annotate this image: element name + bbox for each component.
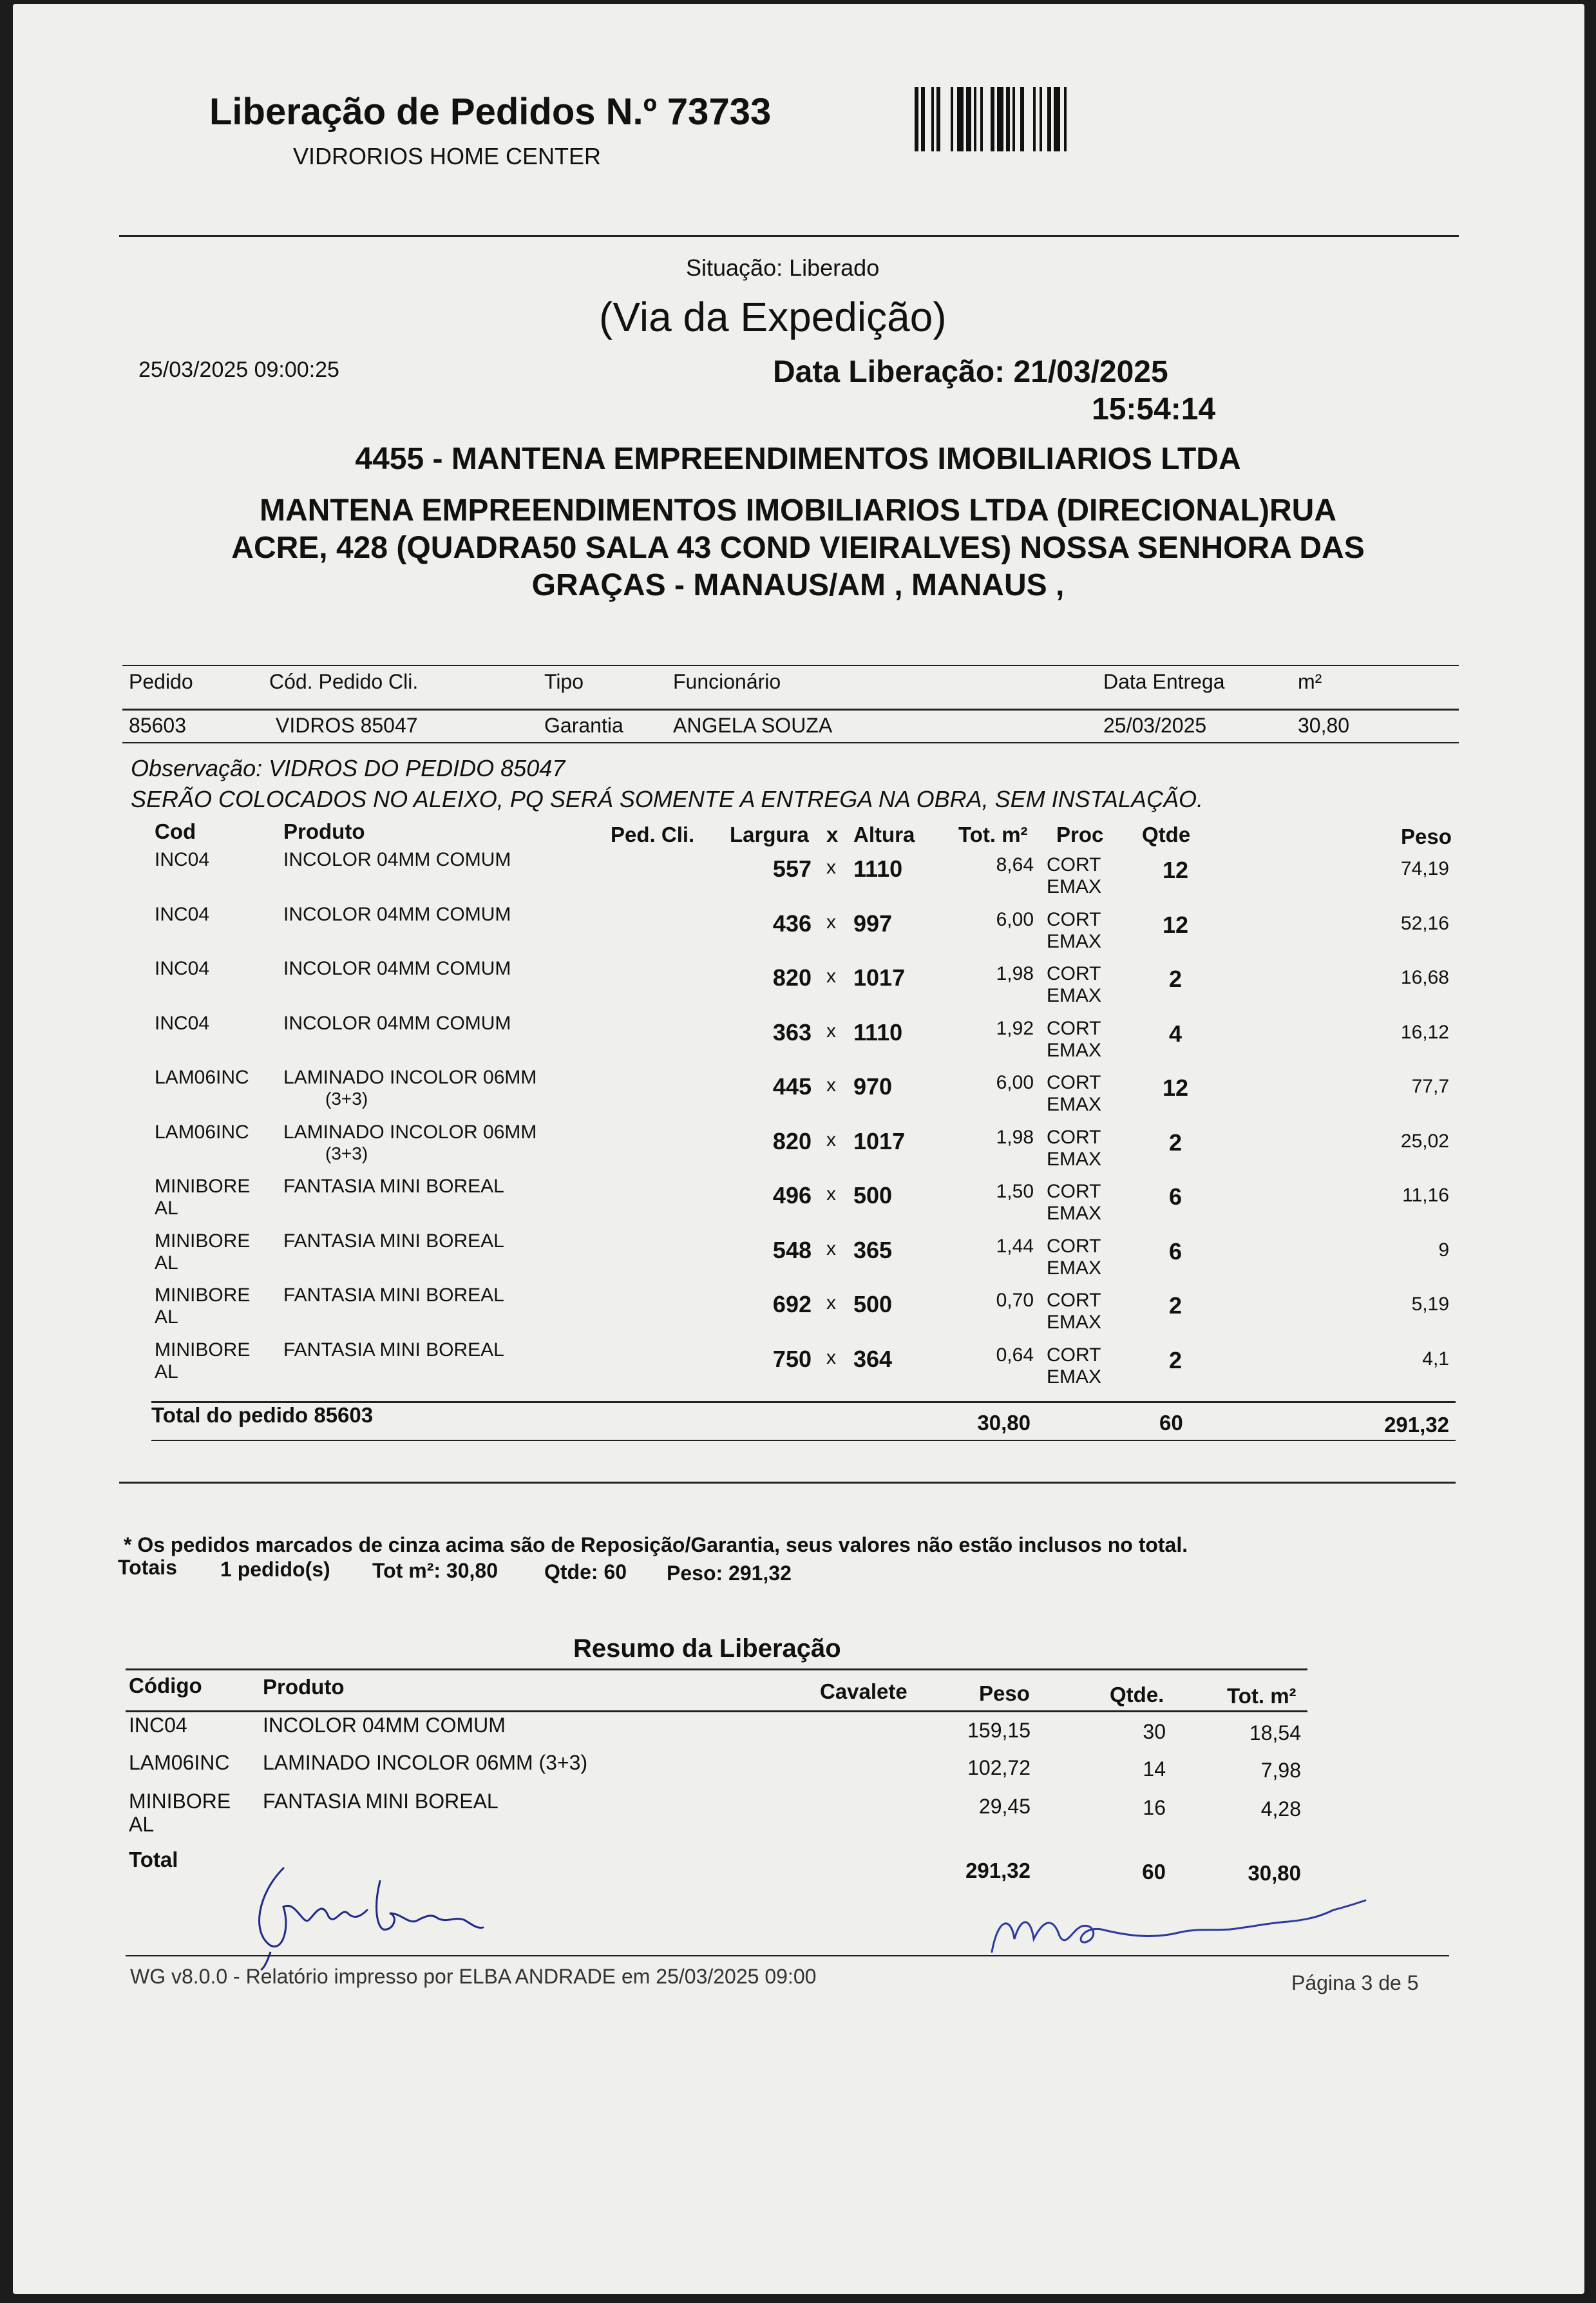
item-cod: MINIBORE	[155, 1176, 251, 1197]
item-x: x	[826, 1347, 836, 1368]
item-x: x	[826, 912, 836, 933]
release-date: Data Liberação: 21/03/2025	[773, 355, 1168, 389]
summary-header-qtde: Qtde.	[1110, 1683, 1164, 1706]
item-x: x	[826, 966, 836, 987]
item-peso: 11,16	[1402, 1185, 1449, 1206]
item-qtde: 2	[1168, 1292, 1183, 1319]
totais-pedidos: 1 pedido(s)	[220, 1558, 330, 1581]
item-tot-m2: 6,00	[996, 1072, 1034, 1093]
summary-tot-m2: 4,28	[1260, 1797, 1301, 1820]
signature-right	[985, 1891, 1385, 1962]
item-produto: FANTASIA MINI BOREAL	[283, 1230, 504, 1252]
item-tot-m2: 1,44	[996, 1236, 1034, 1257]
item-proc-cont: EMAX	[1047, 876, 1102, 897]
item-peso: 16,68	[1400, 967, 1449, 988]
item-proc: CORT	[1047, 1236, 1101, 1257]
summary-tot-m2: 7,98	[1260, 1759, 1301, 1782]
item-produto: INCOLOR 04MM COMUM	[283, 1013, 511, 1034]
item-produto: FANTASIA MINI BOREAL	[283, 1285, 504, 1306]
item-cod: INC04	[155, 904, 210, 925]
item-proc-cont: EMAX	[1047, 1149, 1102, 1170]
item-x: x	[826, 1129, 836, 1151]
item-peso: 16,12	[1400, 1022, 1449, 1043]
item-largura: 692	[772, 1291, 812, 1317]
item-proc: CORT	[1047, 1290, 1101, 1311]
item-proc-cont: EMAX	[1047, 1312, 1102, 1333]
item-tot-m2: 1,50	[996, 1181, 1034, 1202]
item-proc: CORT	[1047, 1072, 1101, 1093]
item-largura: 820	[772, 1128, 812, 1154]
order-data-entrega: 25/03/2025	[1103, 714, 1207, 737]
item-proc: CORT	[1047, 1344, 1101, 1366]
items-header-x: x	[826, 823, 839, 846]
divider	[119, 235, 1459, 237]
item-largura: 363	[772, 1019, 812, 1046]
footer-page: Página 3 de 5	[1291, 1971, 1419, 1994]
item-cod: LAM06INC	[155, 1122, 249, 1143]
items-header-ped-cli: Ped. Cli.	[611, 823, 695, 846]
item-tot-m2: 6,00	[996, 909, 1034, 930]
print-datetime: 25/03/2025 09:00:25	[138, 358, 339, 382]
item-proc-cont: EMAX	[1047, 1040, 1102, 1061]
signature-left	[245, 1855, 580, 1971]
summary-header-peso: Peso	[979, 1681, 1030, 1705]
totais-m2: Tot m²: 30,80	[372, 1559, 498, 1582]
observation-line2: SERÃO COLOCADOS NO ALEIXO, PQ SERÁ SOMENTE A ENTREGA NA OBRA, SEM INSTALAÇÃO.	[131, 786, 1204, 812]
items-header-peso: Peso	[1401, 825, 1452, 848]
summary-header-produto: Produto	[263, 1675, 345, 1699]
summary-header-tot-m2: Tot. m²	[1227, 1684, 1297, 1708]
items-total-m2: 30,80	[977, 1411, 1031, 1435]
item-qtde: 12	[1162, 1075, 1189, 1101]
item-largura: 820	[772, 964, 812, 991]
item-peso: 25,02	[1400, 1131, 1449, 1152]
item-x: x	[826, 1238, 836, 1259]
summary-qtde: 30	[1143, 1720, 1166, 1743]
item-altura: 365	[853, 1237, 893, 1263]
client-address-line3: GRAÇAS - MANAUS/AM , MANAUS ,	[531, 568, 1065, 602]
item-cod: MINIBORE	[155, 1285, 251, 1306]
company-name: VIDRORIOS HOME CENTER	[293, 143, 602, 169]
item-altura: 997	[853, 910, 893, 937]
order-header-tipo: Tipo	[544, 670, 584, 693]
item-qtde: 6	[1168, 1238, 1183, 1265]
item-cod-cont: AL	[155, 1306, 178, 1328]
item-peso: 4,1	[1422, 1348, 1449, 1370]
client-address-line2: ACRE, 428 (QUADRA50 SALA 43 COND VIEIRALVES) NOSSA SENHORA DAS	[231, 531, 1365, 565]
item-peso: 74,19	[1400, 858, 1449, 879]
summary-peso: 29,45	[978, 1795, 1031, 1818]
summary-codigo: MINIBORE	[129, 1790, 231, 1813]
summary-total-qtde: 60	[1142, 1860, 1166, 1884]
item-largura: 436	[772, 910, 812, 937]
item-cod: INC04	[155, 849, 210, 870]
status-label: Situação: Liberado	[686, 254, 880, 281]
item-proc: CORT	[1047, 854, 1101, 875]
item-x: x	[826, 857, 836, 878]
items-header-tot-m2: Tot. m²	[958, 823, 1028, 846]
item-qtde: 2	[1168, 966, 1183, 992]
item-qtde: 2	[1168, 1347, 1183, 1373]
divider	[119, 1482, 1456, 1484]
item-altura: 500	[853, 1182, 893, 1209]
divider	[126, 1710, 1307, 1712]
via-label: (Via da Expedição)	[599, 294, 947, 340]
client-name: 4455 - MANTENA EMPREENDIMENTOS IMOBILIARIOS LTDA	[355, 442, 1241, 476]
summary-codigo: INC04	[129, 1714, 187, 1737]
item-peso: 77,7	[1411, 1076, 1449, 1097]
gray-note: * Os pedidos marcados de cinza acima são de Reposição/Garantia, seus valores não estão inclusos no total.	[124, 1533, 1188, 1556]
item-produto-cont: (3+3)	[325, 1089, 368, 1109]
order-header-funcionario: Funcionário	[673, 670, 781, 693]
item-cod: INC04	[155, 1013, 210, 1034]
item-proc: CORT	[1047, 1181, 1101, 1202]
item-produto: INCOLOR 04MM COMUM	[283, 904, 511, 925]
divider	[122, 742, 1459, 743]
item-tot-m2: 0,64	[996, 1344, 1034, 1366]
divider	[151, 1440, 1456, 1441]
client-address-line1: MANTENA EMPREENDIMENTOS IMOBILIARIOS LTDA (DIRECIONAL)RUA	[260, 493, 1336, 528]
item-altura: 1110	[853, 1019, 903, 1046]
summary-produto: INCOLOR 04MM COMUM	[263, 1714, 506, 1737]
item-tot-m2: 1,92	[996, 1018, 1034, 1039]
items-header-cod: Cod	[155, 819, 196, 843]
footer-report: WG v8.0.0 - Relatório impresso por ELBA ANDRADE em 25/03/2025 09:00	[130, 1965, 817, 1988]
item-produto: INCOLOR 04MM COMUM	[283, 958, 511, 979]
item-proc-cont: EMAX	[1047, 1366, 1102, 1388]
order-pedido: 85603	[129, 714, 186, 737]
summary-produto: LAMINADO INCOLOR 06MM (3+3)	[263, 1751, 588, 1774]
item-proc-cont: EMAX	[1047, 985, 1102, 1006]
divider	[126, 1668, 1307, 1670]
items-total-peso: 291,32	[1384, 1413, 1449, 1437]
items-header-altura: Altura	[853, 823, 915, 846]
document-title: Liberação de Pedidos N.º 73733	[209, 91, 772, 133]
item-largura: 445	[772, 1073, 812, 1100]
summary-peso: 159,15	[967, 1719, 1031, 1742]
item-qtde: 12	[1162, 912, 1189, 938]
item-altura: 1017	[853, 1128, 906, 1154]
divider	[122, 709, 1459, 711]
item-x: x	[826, 1292, 836, 1314]
item-proc: CORT	[1047, 909, 1101, 930]
summary-tot-m2: 18,54	[1249, 1721, 1301, 1744]
item-altura: 500	[853, 1291, 893, 1317]
item-proc-cont: EMAX	[1047, 931, 1102, 952]
item-peso: 52,16	[1400, 913, 1449, 934]
item-produto: LAMINADO INCOLOR 06MM	[283, 1067, 537, 1088]
summary-total-label: Total	[129, 1848, 178, 1871]
order-cod-cli: VIDROS 85047	[276, 714, 418, 737]
item-altura: 970	[853, 1073, 893, 1100]
totais-peso: Peso: 291,32	[667, 1562, 792, 1585]
item-tot-m2: 0,70	[996, 1290, 1034, 1311]
items-total-qtde: 60	[1159, 1411, 1183, 1435]
item-peso: 9	[1438, 1239, 1449, 1261]
item-qtde: 12	[1162, 857, 1189, 883]
item-qtde: 6	[1168, 1183, 1183, 1210]
items-header-proc: Proc	[1056, 823, 1104, 846]
item-proc: CORT	[1047, 1018, 1101, 1039]
release-time: 15:54:14	[1092, 392, 1216, 426]
item-produto: FANTASIA MINI BOREAL	[283, 1176, 504, 1197]
summary-peso: 102,72	[967, 1756, 1031, 1779]
item-produto: INCOLOR 04MM COMUM	[283, 849, 511, 870]
item-altura: 1017	[853, 964, 906, 991]
barcode	[915, 87, 1153, 151]
order-header-pedido: Pedido	[129, 670, 193, 693]
item-tot-m2: 1,98	[996, 963, 1034, 984]
order-header-data-entrega: Data Entrega	[1103, 670, 1225, 693]
item-altura: 364	[853, 1346, 893, 1372]
summary-total-peso: 291,32	[965, 1859, 1031, 1882]
item-cod: MINIBORE	[155, 1230, 251, 1252]
item-x: x	[826, 1020, 836, 1042]
item-largura: 496	[772, 1182, 812, 1209]
summary-codigo-cont: AL	[129, 1813, 155, 1836]
totais-label: Totais	[118, 1556, 177, 1579]
item-proc: CORT	[1047, 963, 1101, 984]
item-produto: FANTASIA MINI BOREAL	[283, 1339, 504, 1361]
item-produto-cont: (3+3)	[325, 1143, 368, 1163]
item-cod: LAM06INC	[155, 1067, 249, 1088]
summary-qtde: 14	[1143, 1757, 1166, 1781]
item-cod-cont: AL	[155, 1198, 178, 1219]
items-header-largura: Largura	[730, 823, 809, 846]
item-largura: 548	[772, 1237, 812, 1263]
order-header-cod-cli: Cód. Pedido Cli.	[269, 670, 419, 693]
item-tot-m2: 1,98	[996, 1127, 1034, 1148]
summary-produto: FANTASIA MINI BOREAL	[263, 1790, 499, 1813]
item-cod-cont: AL	[155, 1252, 178, 1274]
divider	[126, 1955, 1449, 1956]
totais-qtde: Qtde: 60	[544, 1560, 627, 1583]
item-peso: 5,19	[1411, 1294, 1449, 1315]
order-m2: 30,80	[1298, 714, 1350, 737]
summary-codigo: LAM06INC	[129, 1751, 230, 1774]
summary-header-codigo: Código	[129, 1674, 202, 1697]
divider	[122, 665, 1459, 666]
observation-line1: Observação: VIDROS DO PEDIDO 85047	[131, 755, 565, 781]
item-cod: MINIBORE	[155, 1339, 251, 1361]
item-cod-cont: AL	[155, 1361, 178, 1382]
item-largura: 557	[772, 855, 812, 882]
items-header-produto: Produto	[283, 819, 365, 843]
item-cod: INC04	[155, 958, 210, 979]
item-proc-cont: EMAX	[1047, 1094, 1102, 1115]
order-funcionario: ANGELA SOUZA	[673, 714, 833, 737]
item-proc: CORT	[1047, 1127, 1101, 1148]
summary-header-cavalete: Cavalete	[820, 1679, 907, 1703]
item-produto: LAMINADO INCOLOR 06MM	[283, 1122, 537, 1143]
order-tipo: Garantia	[544, 714, 623, 737]
items-header-qtde: Qtde	[1142, 823, 1191, 846]
item-qtde: 4	[1168, 1020, 1183, 1047]
item-altura: 1110	[853, 855, 903, 882]
item-x: x	[826, 1075, 836, 1096]
summary-qtde: 16	[1143, 1796, 1166, 1819]
item-x: x	[826, 1183, 836, 1205]
items-total-label: Total do pedido 85603	[151, 1403, 374, 1427]
item-proc-cont: EMAX	[1047, 1203, 1102, 1224]
item-largura: 750	[772, 1346, 812, 1372]
order-header-m2: m²	[1298, 670, 1322, 693]
summary-total-m2: 30,80	[1248, 1861, 1301, 1885]
item-qtde: 2	[1168, 1129, 1183, 1156]
item-tot-m2: 8,64	[996, 854, 1034, 875]
item-proc-cont: EMAX	[1047, 1257, 1102, 1279]
summary-title: Resumo da Liberação	[573, 1634, 841, 1663]
